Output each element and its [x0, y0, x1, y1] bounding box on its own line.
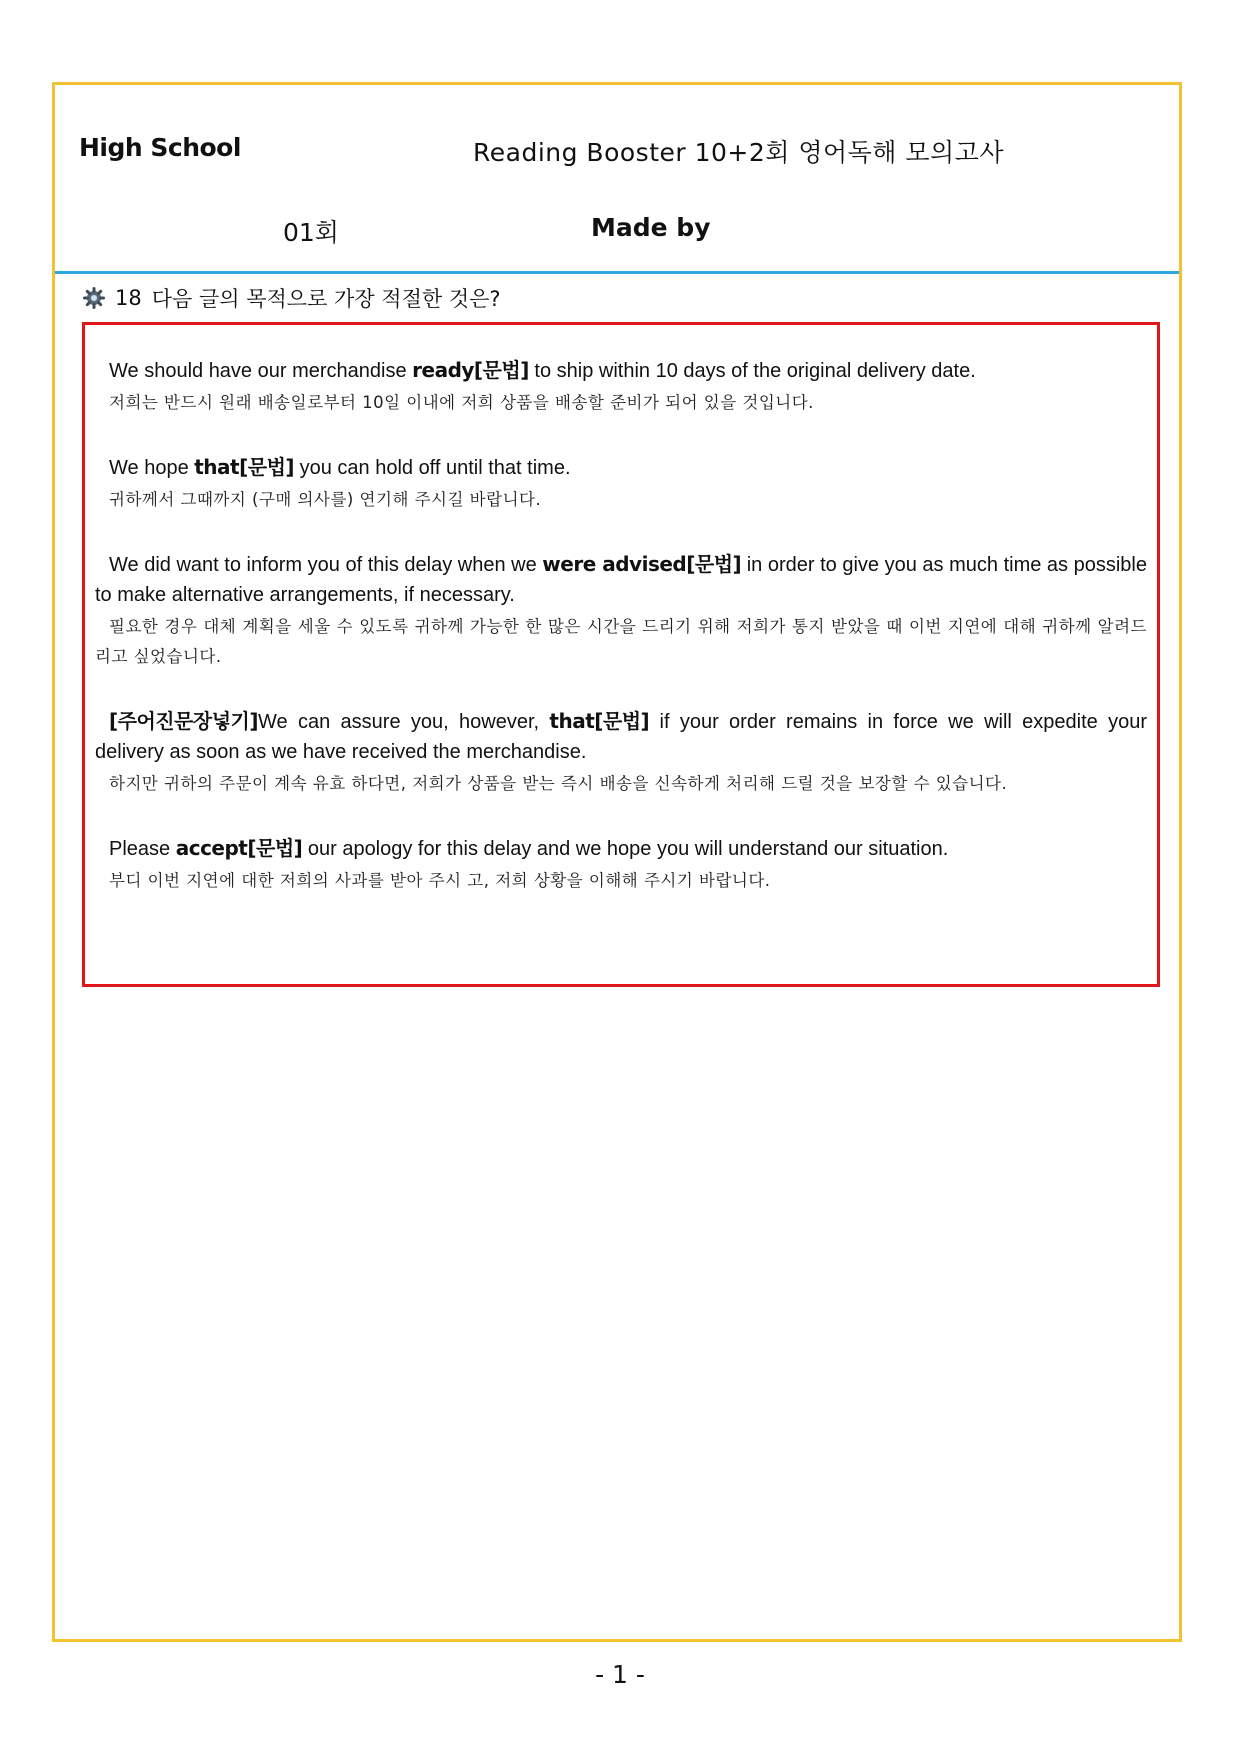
- sentence-text: you can hold off until that time.: [294, 457, 571, 479]
- page-frame: [52, 82, 1182, 1642]
- page-number: - 1 -: [595, 1660, 645, 1689]
- exam-header: [55, 85, 1179, 274]
- grammar-marker: accept[문법]: [175, 836, 303, 860]
- passage-paragraph: [95, 355, 1147, 418]
- korean-translation: 부디 이번 지연에 대한 저희의 사과를 받아 주시 고, 저희 상황을 이해해 주시기 바랍니다.: [109, 871, 771, 890]
- sentence-text: We hope: [109, 457, 195, 479]
- passage-paragraph: [95, 833, 1147, 896]
- korean-translation: 필요한 경우 대체 계획을 세울 수 있도록 귀하께 가능한 한 많은 시간을 드리기 위해 저희가 통지 받았을 때 이번 지연에 대해 귀하께 알려드리고 싶었습니다.: [95, 617, 1147, 666]
- sentence-text: in order to give you as much time as possible to make alternative arrangements, if necessary.: [95, 554, 1148, 606]
- sentence-text: We did want to inform you of this delay when we: [109, 554, 543, 576]
- english-sentence: [95, 452, 1147, 483]
- grammar-marker: [주어진문장넣기]: [109, 709, 259, 733]
- gear-icon: [83, 287, 105, 309]
- passage-paragraph: [95, 452, 1147, 515]
- question-text: 다음 글의 목적으로 가장 적절한 것은?: [151, 287, 501, 311]
- passage-paragraph: [95, 706, 1147, 799]
- korean-translation: 귀하께서 그때까지 (구매 의사를) 연기해 주시길 바랍니다.: [109, 490, 542, 509]
- passage-paragraph: [95, 549, 1147, 672]
- passage-box: [82, 322, 1160, 987]
- question-line: [83, 283, 501, 313]
- sentence-text: if your order remains in force we will expedite your delivery as soon as we have received the merchandise.: [95, 711, 1147, 763]
- grammar-marker: that[문법]: [194, 455, 295, 479]
- sentence-text: We can assure you, however,: [258, 711, 550, 733]
- sentence-text: We should have our merchandise: [109, 360, 413, 382]
- question-number: 18: [115, 286, 142, 310]
- school-label: High School: [79, 133, 241, 162]
- english-sentence: [95, 355, 1147, 386]
- korean-translation: 저희는 반드시 원래 배송일로부터 10일 이내에 저희 상품을 배송할 준비가 되어 있을 것입니다.: [109, 393, 814, 412]
- sentence-text: our apology for this delay and we hope you will understand our situation.: [302, 838, 949, 860]
- korean-translation: 하지만 귀하의 주문이 계속 유효 하다면, 저희가 상품을 받는 즉시 배송을 신속하게 처리해 드릴 것을 보장할 수 있습니다.: [109, 774, 1008, 793]
- exam-title: Reading Booster 10+2회 영어독해 모의고사: [473, 138, 1005, 167]
- english-sentence: [95, 549, 1147, 610]
- made-by-label: Made by: [591, 213, 711, 242]
- grammar-marker: that[문법]: [549, 709, 650, 733]
- sentence-text: to ship within 10 days of the original delivery date.: [528, 360, 976, 382]
- sentence-text: Please: [109, 838, 176, 860]
- english-sentence: [95, 833, 1147, 864]
- exam-number: 01회: [283, 218, 339, 247]
- grammar-marker: were advised[문법]: [542, 552, 742, 576]
- grammar-marker: ready[문법]: [412, 358, 529, 382]
- english-sentence: [95, 706, 1147, 767]
